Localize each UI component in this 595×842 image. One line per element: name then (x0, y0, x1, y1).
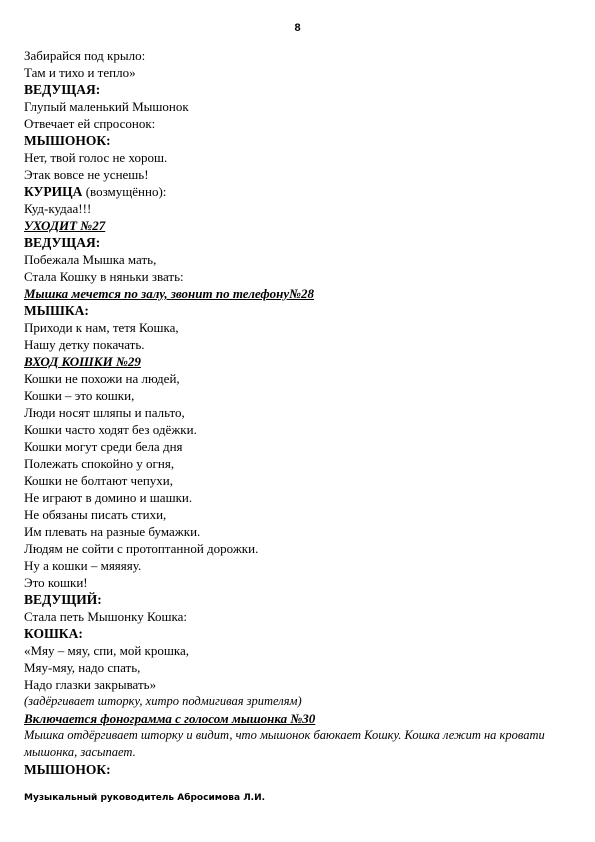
verse-line: Отвечает ей спросонок: (24, 116, 156, 131)
speaker-name: КУРИЦА (24, 184, 83, 199)
stage-cue: ВХОД КОШКИ №29 (24, 354, 141, 369)
stage-remark: Мышка отдёргивает шторку и видит, что мышонок баюкает Кошку. Кошка лежит на кровати мышонка, засыпает. (24, 728, 545, 759)
verse-line: Побежала Мышка мать, (24, 252, 157, 267)
speaker-name: ВЕДУЩИЙ: (24, 592, 102, 607)
verse-line: Там и тихо и тепло» (24, 65, 136, 80)
verse-line: «Мяу – мяу, спи, мой крошка, (24, 643, 190, 658)
speaker-note: (возмущённо): (82, 184, 167, 199)
verse-line: Это кошки! (24, 575, 88, 590)
verse-line: Стала Кошку в няньки звать: (24, 269, 184, 284)
verse-line: Кошки часто ходят без одёжки. (24, 422, 197, 437)
verse-line: Этак вовсе не уснешь! (24, 167, 149, 182)
script-text (24, 47, 584, 778)
stage-cue: Мышка мечется по залу, звонит по телефону№28 (24, 286, 315, 301)
verse-line: Полежать спокойно у огня, (24, 456, 175, 471)
verse-line: Кошки могут среди бела дня (24, 439, 183, 454)
verse-line: Куд-кудаа!!! (24, 201, 92, 216)
stage-remark: (задёргивает шторку, хитро подмигивая зрителям) (24, 694, 302, 708)
stage-cue: Включается фонограмма с голосом мышонка №30 (24, 711, 316, 726)
verse-line: Забирайся под крыло: (24, 48, 146, 63)
speaker-name: МЫШОНОК: (24, 133, 111, 148)
stage-cue: УХОДИТ №27 (24, 218, 106, 233)
verse-line: Не играют в домино и шашки. (24, 490, 193, 505)
verse-line: Стала петь Мышонку Кошка: (24, 609, 187, 624)
speaker-name: ВЕДУЩАЯ: (24, 82, 101, 97)
verse-line: Людям не сойти с протоптанной дорожки. (24, 541, 259, 556)
verse-line: Глупый маленький Мышонок (24, 99, 189, 114)
speaker-with-note (24, 183, 584, 200)
page-number: 8 (294, 22, 301, 34)
verse-line: Люди носят шляпы и пальто, (24, 405, 185, 420)
speaker-name: ВЕДУЩАЯ: (24, 235, 101, 250)
verse-line: Приходи к нам, тетя Кошка, (24, 320, 179, 335)
footer-author: Музыкальный руководитель Абросимова Л.И. (24, 793, 266, 803)
verse-line: Надо глазки закрывать» (24, 677, 157, 692)
verse-line: Кошки не похожи на людей, (24, 371, 180, 386)
speaker-name: КОШКА: (24, 626, 83, 641)
verse-line: Кошки – это кошки, (24, 388, 135, 403)
verse-line: Нет, твой голос не хорош. (24, 150, 168, 165)
verse-line: Мяу-мяу, надо спать, (24, 660, 141, 675)
verse-line: Нашу детку покачать. (24, 337, 145, 352)
verse-line: Кошки не болтают чепухи, (24, 473, 174, 488)
verse-line: Не обязаны писать стихи, (24, 507, 167, 522)
speaker-name: МЫШОНОК: (24, 762, 111, 777)
verse-line: Им плевать на разные бумажки. (24, 524, 201, 539)
verse-line: Ну а кошки – мяяяяу. (24, 558, 142, 573)
speaker-name: МЫШКА: (24, 303, 89, 318)
